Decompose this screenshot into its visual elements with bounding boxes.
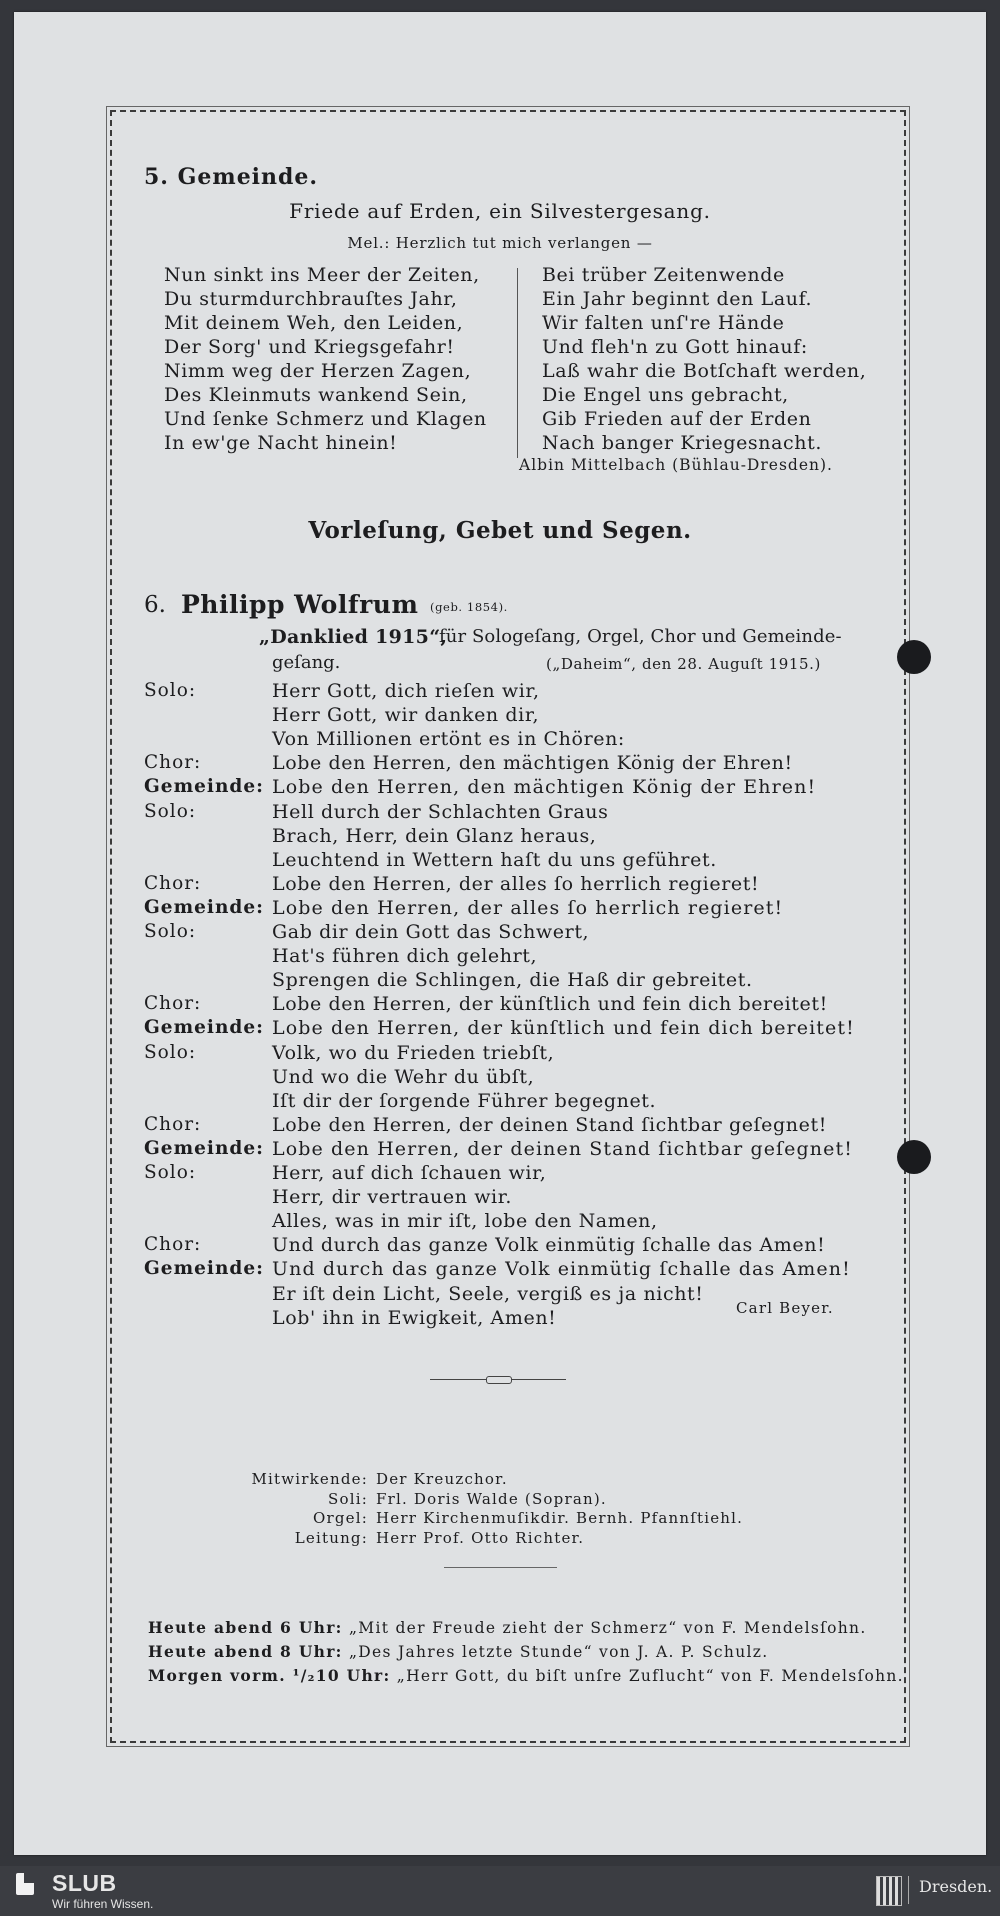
poet-credit: Carl Beyer. (736, 1299, 834, 1317)
part-label: Chor: (144, 872, 202, 894)
part-label: Chor: (144, 1234, 202, 1256)
column-divider (517, 268, 518, 458)
song-line: Lobe den Herren, der künſtlich und fein dich bereitet! (272, 993, 828, 1016)
part-label: Solo: (144, 1041, 197, 1063)
song-line: Sprengen die Schlingen, die Haß dir gebreitet. (272, 969, 753, 992)
announcement (148, 1618, 867, 1637)
song-line: Brach, Herr, dein Glanz heraus, (272, 824, 597, 847)
credit-name: Der Kreuzchor. (376, 1470, 508, 1488)
hymn-right-column (542, 264, 866, 456)
hymn-line: Und fleh'n zu Gott hinauf: (542, 336, 808, 358)
announcement (148, 1666, 904, 1685)
song-line: Hell durch der Schlachten Graus (272, 800, 609, 823)
song-line: Von Millionen ertönt es in Chören: (272, 728, 625, 751)
song-line: Er iſt dein Licht, Seele, vergiß es ja nicht! (272, 1282, 704, 1305)
song-line: Lobe den Herren, den mächtigen König der Ehren! (272, 776, 817, 799)
song-line: Lobe den Herren, der alles ſo herrlich regieret! (272, 872, 760, 895)
credit-name: Herr Prof. Otto Richter. (376, 1528, 585, 1547)
footer-bar (0, 1866, 1000, 1916)
slub-logo-notch (24, 1873, 34, 1883)
announcement-text: „Herr Gott, du biſt unſre Zuflucht“ von F. Mendelsſohn. (396, 1667, 904, 1685)
divider-rule (444, 1567, 557, 1568)
part-label: Gemeinde: (144, 1137, 264, 1159)
credit-role: Mitwirkende: (251, 1470, 368, 1488)
song-line: Gab dir dein Gott das Schwert, (272, 921, 590, 943)
song-line: Iſt dir der ſorgende Führer begegnet. (272, 1089, 657, 1112)
piece-title: „Danklied 1915“, (259, 626, 448, 648)
song-line: Alles, was in mir iſt, lobe den Namen, (272, 1210, 658, 1233)
hymn-line: Mit deinem Weh, den Leiden, (164, 312, 464, 334)
piece-source: („Daheim“, den 28. Auguſt 1915.) (546, 655, 821, 673)
announcement-time: Heute abend 6 Uhr: (148, 1618, 343, 1637)
part-label: Chor: (144, 1113, 202, 1135)
announcement-time: Heute abend 8 Uhr: (148, 1642, 343, 1661)
dresden-crest-icon (876, 1876, 902, 1906)
song-line: Lobe den Herren, den mächtigen König der Ehren! (272, 752, 793, 775)
hymn-line: Bei trüber Zeitenwende (542, 264, 785, 286)
hymn-line: Nun sinkt ins Meer der Zeiten, (164, 264, 480, 286)
announcement-text: „Des Jahres letzte Stunde“ von J. A. P. Schulz. (348, 1643, 769, 1661)
hymn-line: Du sturmdurchbrauſtes Jahr, (164, 288, 458, 310)
section-5-title: 5. Gemeinde. (144, 164, 319, 190)
hymn-line: In ew'ge Nacht hinein! (164, 432, 398, 454)
hymn-title: Friede auf Erden, ein Silvestergesang. (289, 199, 711, 223)
song-line: Lobe den Herren, der alles ſo herrlich regieret! (272, 896, 784, 919)
piece-desc-cont: geſang. (272, 652, 341, 673)
song-line: Und durch das ganze Volk einmütig ſchalle das Amen! (272, 1234, 826, 1257)
composer-name: Philipp Wolfrum (181, 590, 419, 619)
dresden-logo: Dresden. (919, 1877, 993, 1896)
song-line: Und durch das ganze Volk einmütig ſchalle das Amen! (272, 1258, 851, 1281)
hymn-line: Die Engel uns gebracht, (542, 384, 789, 406)
punch-hole (897, 640, 931, 674)
hymn-author: Albin Mittelbach (Bühlau-Dresden). (519, 456, 833, 474)
part-label: Solo: (144, 921, 197, 942)
part-label: Gemeinde: (144, 1258, 264, 1280)
part-label: Gemeinde: (144, 1017, 264, 1039)
song-line: Herr, auf dich ſchauen wir, (272, 1162, 547, 1184)
song-line: Lobe den Herren, der künſtlich und fein dich bereitet! (272, 1017, 855, 1040)
song-line: Volk, wo du Frieden triebſt, (272, 1041, 555, 1064)
part-label: Solo: (144, 1162, 197, 1183)
credit-role: Soli: (328, 1489, 368, 1508)
composer-born: (geb. 1854). (430, 600, 508, 614)
document-page (14, 12, 986, 1855)
song-line: Lob' ihn in Ewigkeit, Amen! (272, 1306, 557, 1329)
hymn-line: Nach banger Kriegesnacht. (542, 432, 822, 454)
slub-logo-text: SLUB (52, 1870, 117, 1896)
section-6-number: 6. (144, 592, 166, 618)
song-line: Lobe den Herren, der deinen Stand ſichtbar geſegnet! (272, 1113, 827, 1136)
section-heading: Vorleſung, Gebet und Segen. (308, 517, 692, 544)
hymn-line: Ein Jahr beginnt den Lauf. (542, 288, 813, 310)
hymn-line: Der Sorg' und Kriegsgefahr! (164, 336, 455, 358)
song-line: Leuchtend in Wettern haſt du uns geführet. (272, 848, 717, 871)
credit-role: Orgel: (313, 1509, 368, 1527)
part-label: Chor: (144, 752, 202, 774)
song-line: Hat's führen dich gelehrt, (272, 945, 538, 968)
song-line: Herr Gott, dich rieſen wir, (272, 680, 540, 702)
hymn-line: Nimm weg der Herzen Zagen, (164, 360, 472, 382)
slub-tagline: Wir führen Wissen. (52, 1897, 154, 1911)
footer-divider (908, 1876, 909, 1904)
piece-desc: für Sologeſang, Orgel, Chor und Gemeinde- (439, 626, 842, 647)
hymn-line: Wir falten unſ're Hände (542, 312, 785, 334)
hymn-line: Gib Frieden auf der Erden (542, 408, 812, 430)
part-label: Gemeinde: (144, 896, 264, 918)
hymn-line: Und ſenke Schmerz und Klagen (164, 408, 487, 430)
song-line: Herr Gott, wir danken dir, (272, 704, 540, 727)
song-line: Und wo die Wehr du übſt, (272, 1065, 535, 1088)
announcement-time: Morgen vorm. ¹/₂10 Uhr: (148, 1666, 391, 1685)
song-line: Herr, dir vertrauen wir. (272, 1186, 512, 1209)
part-label: Gemeinde: (144, 776, 264, 798)
part-label: Solo: (144, 680, 197, 701)
announcement (148, 1642, 768, 1661)
announcement-text: „Mit der Freude zieht der Schmerz“ von F. Mendelsſohn. (348, 1619, 867, 1637)
part-label: Solo: (144, 800, 197, 822)
credit-name: Frl. Doris Walde (Sopran). (376, 1489, 607, 1508)
part-label: Chor: (144, 993, 202, 1015)
punch-hole (897, 1140, 931, 1174)
hymn-line: Des Kleinmuts wankend Sein, (164, 384, 468, 406)
ornament-center (486, 1376, 512, 1384)
hymn-left-column (164, 264, 487, 456)
song-line: Lobe den Herren, der deinen Stand ſichtbar geſegnet! (272, 1137, 853, 1160)
credit-name: Herr Kirchenmuſikdir. Bernh. Pfannſtiehl. (376, 1509, 744, 1527)
credit-role: Leitung: (294, 1528, 368, 1547)
melody-note: Mel.: Herzlich tut mich verlangen — (347, 234, 653, 252)
hymn-line: Laß wahr die Botſchaft werden, (542, 360, 867, 382)
